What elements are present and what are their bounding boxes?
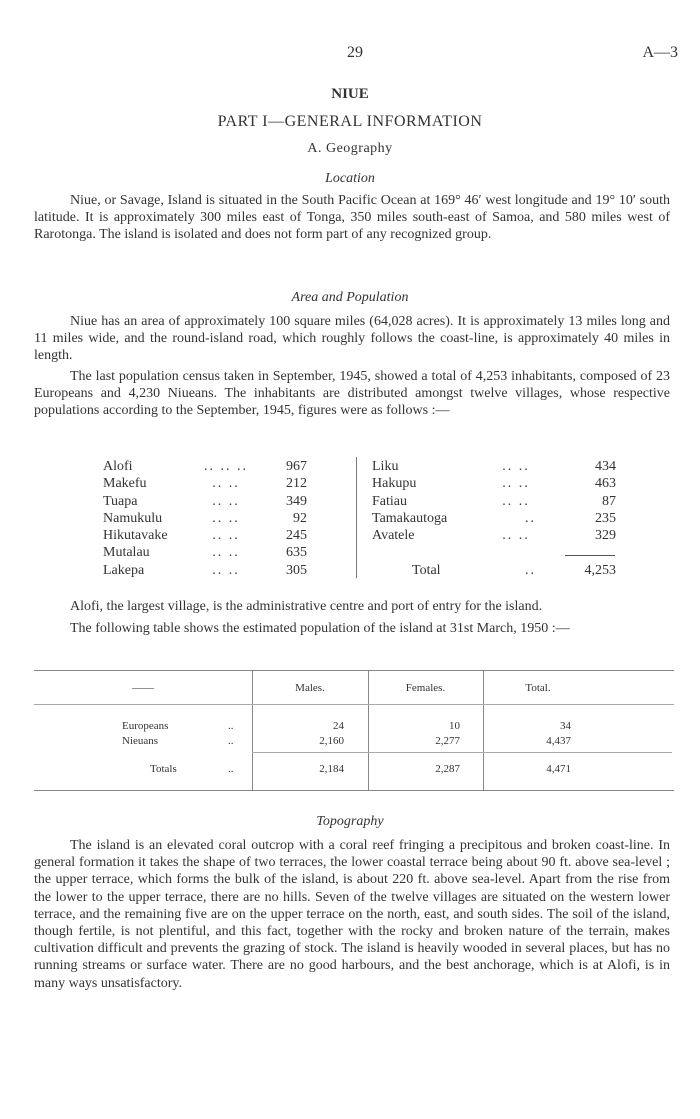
- village-name: Mutalau: [103, 545, 150, 561]
- village-name: Makefu: [103, 476, 147, 492]
- village-population: 212: [286, 476, 307, 492]
- leader-dots: ..: [525, 510, 536, 526]
- topography-heading: Topography: [316, 814, 384, 829]
- part-heading: PART I—GENERAL INFORMATION: [217, 113, 483, 130]
- estimate-intro-paragraph: The following table shows the estimated population of the island at 31st March, 1950 :—: [70, 621, 570, 636]
- village-row: [103, 475, 307, 492]
- location-heading: Location: [325, 171, 375, 186]
- document-title: NIUE: [331, 86, 369, 102]
- village-row: [372, 475, 616, 492]
- village-total-label: Total: [412, 562, 441, 578]
- sum-rule: [565, 555, 615, 556]
- village-population: 967: [286, 459, 307, 474]
- table-top-rule: [34, 670, 674, 671]
- totals-rule: [252, 752, 672, 753]
- column-header-total: Total.: [525, 682, 551, 694]
- village-row: [103, 510, 307, 527]
- total-value: 34: [560, 720, 571, 732]
- grand-total: 4,471: [546, 763, 571, 775]
- leader-dots: .. ..: [502, 528, 530, 544]
- males-total: 2,184: [319, 763, 344, 775]
- village-name: Tuapa: [103, 493, 138, 509]
- column-header-males: Males.: [295, 682, 325, 694]
- village-name: Namukulu: [103, 510, 163, 526]
- village-row: [103, 544, 307, 561]
- village-population: 635: [286, 545, 307, 561]
- village-row: [103, 458, 307, 475]
- females-value: 2,277: [435, 735, 460, 747]
- village-population: 463: [595, 476, 616, 492]
- village-population-table-right: [372, 458, 616, 579]
- village-population: 87: [602, 493, 616, 509]
- village-row: [103, 493, 307, 510]
- village-name: Fatiau: [372, 493, 407, 509]
- leader-dots: ..: [228, 763, 234, 775]
- village-population: 434: [595, 459, 616, 474]
- column-header-label: ——: [132, 682, 154, 694]
- males-value: 24: [333, 720, 344, 732]
- area-population-heading: Area and Population: [291, 290, 409, 305]
- village-population: 349: [286, 493, 307, 509]
- village-row: [103, 562, 307, 579]
- page-number: 29: [347, 44, 363, 61]
- village-total-value: 4,253: [584, 562, 616, 578]
- topography-paragraph: The island is an elevated coral outcrop with a coral reef fringing a precipitous and broken coast-line. In general formation it takes the shape of two terraces, the lower coastal terrace being about 90 ft. above sea-level ; the upper terrace, which forms the bulk of the island, is about 220 ft. above sea-level. Apart from the rise from the lower to the upper terrace, there are no hills. Seven of the twelve villages are situated on the western lower terrace, and the remaining five are on the upper terrace on the north, east, and south sides. The soil of the island, though fertile, is not plentiful, and this fact, together with the rocky and broken nature of the terrain, makes cultivation difficult and prevents the grazing of stock. The island is heavily wooded in several places, but has no running streams or surface water. There are no good harbours, and the best anchorage, which is at Alofi, is in many ways unsatisfactory.: [34, 838, 670, 991]
- alofi-paragraph: Alofi, the largest village, is the administrative centre and port of entry for the island.: [70, 599, 543, 614]
- village-name: Lakepa: [103, 562, 145, 578]
- row-label: Nieuans: [122, 735, 159, 747]
- census-paragraph: The last population census taken in September, 1945, showed a total of 4,253 inhabitants, composed of 23 Europeans and 4,230 Niueans. The inhabitants are distributed amongst twelve villages, whose respective populations according to the September, 1945, figures were as follows :—: [34, 369, 670, 419]
- row-label: Europeans: [122, 720, 169, 732]
- village-row: [103, 527, 307, 544]
- leader-dots: .. ..: [212, 476, 240, 492]
- document-reference: A—3: [642, 44, 678, 61]
- leader-dots: .. ..: [212, 510, 240, 526]
- leader-dots: .. ..: [212, 493, 240, 509]
- village-name: Liku: [372, 459, 399, 474]
- header-rule: [34, 704, 674, 705]
- village-row: [372, 527, 616, 544]
- table-divider: [356, 457, 357, 578]
- leader-dots: ..: [525, 562, 536, 578]
- village-name: Tamakautoga: [372, 510, 448, 526]
- column-header-females: Females.: [405, 682, 446, 694]
- village-population: 305: [286, 562, 307, 578]
- village-name: Alofi: [103, 459, 133, 474]
- leader-dots: .. ..: [212, 562, 240, 578]
- village-row: [372, 510, 616, 527]
- females-value: 10: [449, 720, 460, 732]
- females-total: 2,287: [435, 763, 460, 775]
- leader-dots: .. ..: [502, 459, 530, 474]
- location-paragraph: Niue, or Savage, Island is situated in the South Pacific Ocean at 169° 46′ west longitude and 19° 10′ south latitude. It is approximately 300 miles east of Tonga, 350 miles south-east of Samoa, and 580 miles west of Rarotonga. The island is isolated and does not form part of any recognized group.: [34, 193, 670, 243]
- area-paragraph: Niue has an area of approximately 100 square miles (64,028 acres). It is approximately 13 miles long and 11 miles wide, and the round-island road, which roughly follows the coast-line, is approximately 40 miles in length.: [34, 314, 670, 364]
- village-name: Avatele: [372, 528, 415, 544]
- total-value: 4,437: [546, 735, 571, 747]
- village-row: [372, 458, 616, 475]
- village-row: [372, 493, 616, 510]
- leader-dots: ..: [228, 735, 234, 747]
- village-population: 235: [595, 510, 616, 526]
- village-population: 329: [595, 528, 616, 544]
- leader-dots: .. ..: [212, 545, 240, 561]
- totals-label: Totals: [150, 763, 177, 775]
- village-population: 245: [286, 528, 307, 544]
- village-total-row: [372, 562, 616, 579]
- section-heading: A. Geography: [307, 141, 393, 156]
- table-bottom-rule: [34, 790, 674, 791]
- leader-dots: .. .. ..: [204, 459, 248, 474]
- leader-dots: .. ..: [212, 528, 240, 544]
- leader-dots: .. ..: [502, 476, 530, 492]
- village-name: Hikutavake: [103, 528, 168, 544]
- leader-dots: .. ..: [502, 493, 530, 509]
- males-value: 2,160: [319, 735, 344, 747]
- village-name: Hakupu: [372, 476, 417, 492]
- village-row-blank: [372, 544, 616, 561]
- leader-dots: ..: [228, 720, 234, 732]
- village-population: 92: [293, 510, 307, 526]
- village-population-table-left: [103, 458, 307, 579]
